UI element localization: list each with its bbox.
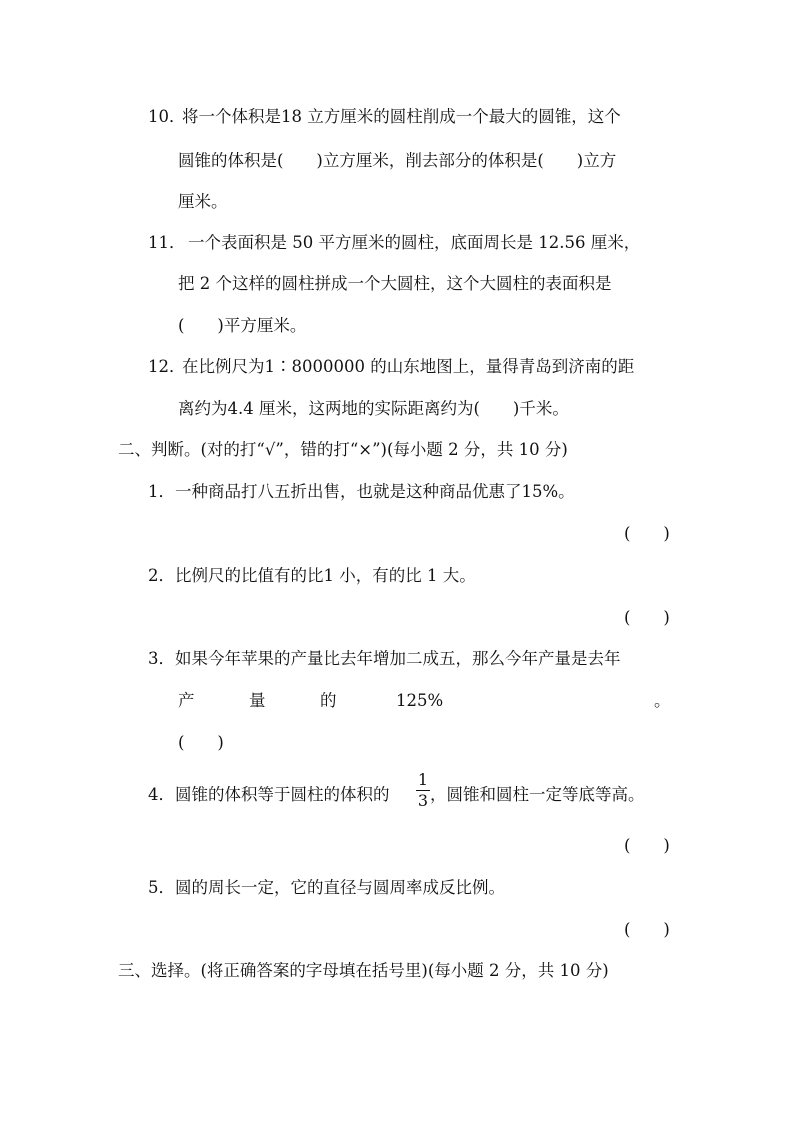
judge-question-3-word-3: 的 xyxy=(320,691,337,710)
fraction-denominator: 3 xyxy=(417,791,429,810)
judge-question-3-word-1: 产 xyxy=(178,691,195,710)
question-11-line-2: 把 2 个这样的圆柱拼成一个大圆柱，这个大圆柱的表面积是 xyxy=(178,274,612,293)
judge-answer-parens-4: ( ) xyxy=(624,836,670,855)
judge-question-3-word-5: 。 xyxy=(654,691,671,710)
judge-question-4-before: 4．圆锥的体积等于圆柱的体积的 xyxy=(148,785,390,804)
question-10-number: 10． xyxy=(148,107,186,126)
question-12-number: 12． xyxy=(148,357,186,376)
fraction-numerator: 1 xyxy=(417,770,429,789)
judge-question-5: 5．圆的周长一定，它的直径与圆周率成反比例。 xyxy=(148,878,505,897)
judge-question-4-after: ，圆锥和圆柱一定等底等高。 xyxy=(430,785,645,804)
judge-answer-parens-3: ( ) xyxy=(178,733,224,752)
judge-answer-parens-2: ( ) xyxy=(624,608,670,627)
question-10-line-3: 厘米。 xyxy=(178,192,228,211)
section-three-heading: 三、选择。(将正确答案的字母填在括号里)(每小题 2 分，共 10 分) xyxy=(118,961,609,980)
question-11-line-3: ( )平方厘米。 xyxy=(178,316,307,335)
question-10-line-2: 圆锥的体积是( )立方厘米，削去部分的体积是( )立方 xyxy=(178,151,617,170)
section-two-heading: 二、判断。(对的打“√”，错的打“×”)(每小题 2 分，共 10 分) xyxy=(118,440,568,459)
question-11-line-1: 一个表面积是 50 平方厘米的圆柱，底面周长是 12.56 厘米， xyxy=(188,233,641,252)
judge-answer-parens-5: ( ) xyxy=(624,920,670,939)
question-12-line-1: 在比例尺为1∶8000000 的山东地图上，量得青岛到济南的距 xyxy=(182,357,635,376)
question-10-line-1: 将一个体积是18 立方厘米的圆柱削成一个最大的圆锥，这个 xyxy=(182,107,621,126)
judge-answer-parens-1: ( ) xyxy=(624,524,670,543)
one-third-fraction xyxy=(416,771,430,810)
judge-question-2: 2．比例尺的比值有的比1 小，有的比 1 大。 xyxy=(148,566,476,585)
question-12-line-2: 离约为4.4 厘米，这两地的实际距离约为( )千米。 xyxy=(178,399,569,418)
judge-question-1: 1．一种商品打八五折出售，也就是这种商品优惠了15%。 xyxy=(148,482,575,501)
judge-question-3-word-2: 量 xyxy=(249,691,266,710)
judge-question-3-line-1: 3．如果今年苹果的产量比去年增加二成五，那么今年产量是去年 xyxy=(148,649,621,668)
question-11-number: 11． xyxy=(148,233,186,252)
judge-question-3-word-4: 125% xyxy=(396,691,444,710)
